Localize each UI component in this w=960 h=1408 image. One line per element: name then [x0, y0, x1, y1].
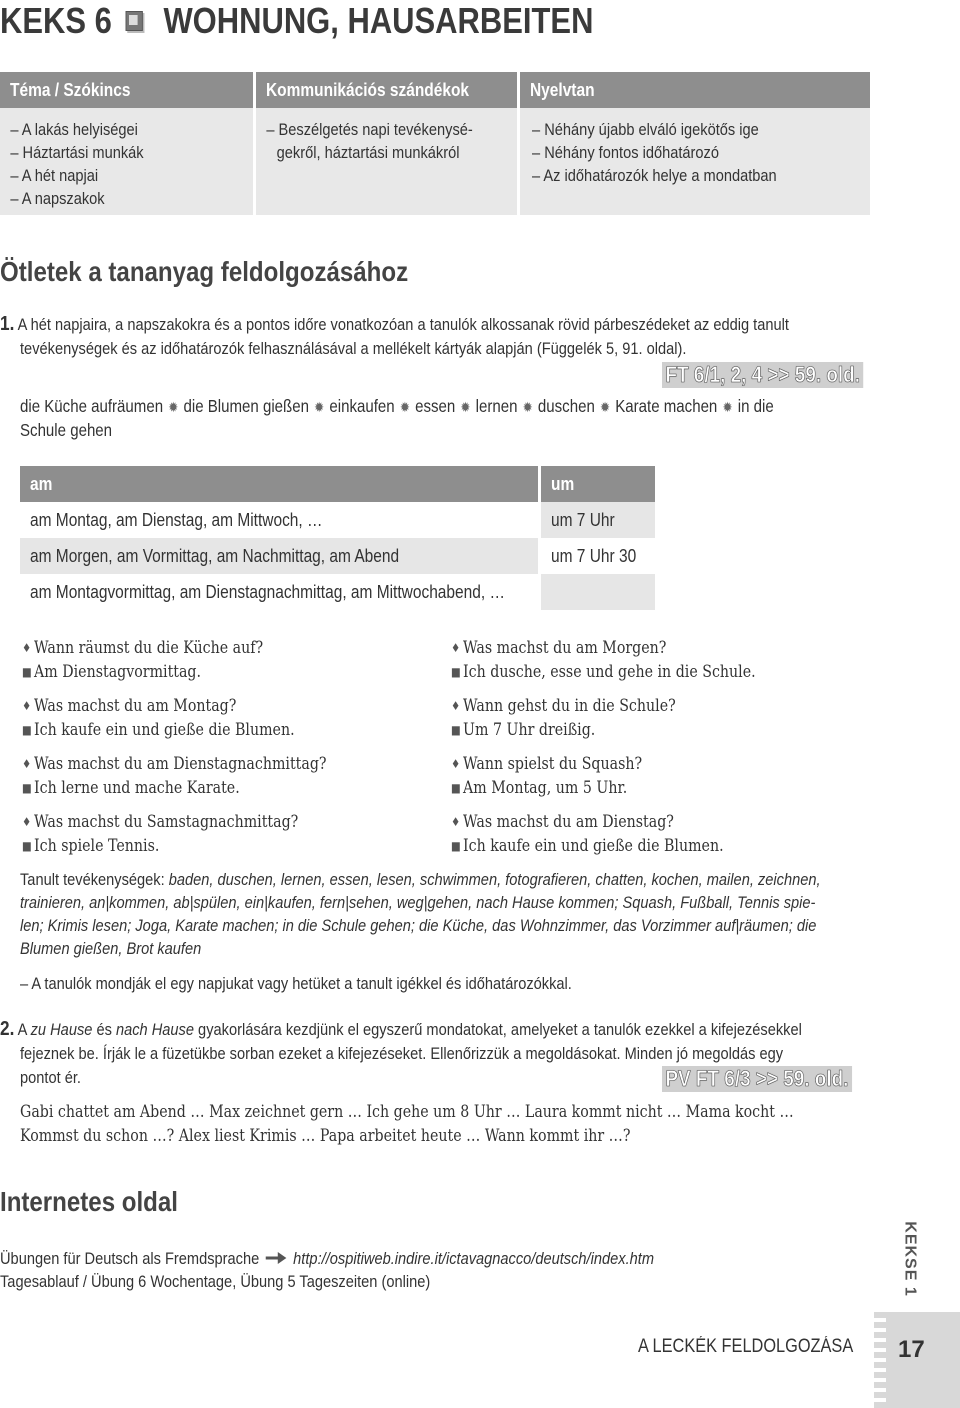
um-row-1: um 7 Uhr — [541, 502, 655, 538]
header-communication: Kommunikációs szándékok — [256, 72, 517, 108]
square-icon — [126, 11, 143, 31]
am-row-2: am Morgen, am Vormittag, am Nachmittag, am Abend — [20, 538, 538, 574]
dialog-left-2: ♦ Was machst du am Montag? ■ Ich kaufe ein und gieße die Blumen. — [22, 696, 295, 739]
sun-icon: ✹ — [399, 399, 410, 415]
internet-line2: Tagesablauf / Übung 6 Wochentage, Übung 5 Tageszeiten (online) — [0, 1272, 431, 1291]
activities-line: die Küche aufräumen ✹ die Blumen gießen ✹ einkaufen ✹ essen ✹ lernen ✹ duschen ✹ Karate machen ✹ in die — [20, 395, 774, 419]
topic-cell: – A lakás helyiségei – Háztartási munkák – A hét napjai – A napszakok — [0, 108, 253, 215]
page-number-tab — [880, 1312, 960, 1408]
learned-note: – A tanulók mondják el egy napjukat vagy hetüket a tanult igékkel és időhatározókkal. — [20, 974, 572, 993]
header-topic: Téma / Szókincs — [0, 72, 253, 108]
item2-line2: fejeznek be. Írják le a füzetükbe sorban ezeket a kifejezéseket. Ellenőrizzük a megoldásokat. Minden jó megoldás egy — [20, 1044, 784, 1063]
item1-line1: 1. A hét napjaira, a napszakokra és a pontos időre vonatkozóan a tanulók alkossanak rövid párbeszédeket az eddig tanult — [0, 313, 789, 335]
sun-icon: ✹ — [460, 399, 471, 415]
learned-line1: Tanult tevékenységek: baden, duschen, lernen, essen, lesen, schwimmen, fotografieren, chatten, kochen, mailen, zeichnen, — [20, 870, 821, 889]
learned-line2: trainieren, an|kommen, ab|spülen, ein|kaufen, fern|sehen, weg|gehen, nach Hause kommen; Squash, Fußball, Tennis spie- — [20, 893, 816, 912]
um-row-3 — [541, 574, 655, 610]
item2-line1: 2. A zu Hause és nach Hause gyakorlására kezdjünk el egyszerű mondatokat, amelyeket a tanulók ezekkel a kifejezésekkel — [0, 1018, 802, 1040]
learned-line3: len; Krimis lesen; Joga, Karate machen; in die Schule gehen; die Küche, das Wohnzimmer, das Vorzimmer auf|räumen; die — [20, 916, 817, 935]
internet-line1: Übungen für Deutsch als Fremdsprache http://ospitiweb.indire.it/ictavagnacco/deutsch/index.htm — [0, 1249, 655, 1268]
um-row-2: um 7 Uhr 30 — [551, 546, 637, 566]
side-label: KEKSE 1 — [901, 1221, 919, 1297]
header-grammar: Nyelvtan — [520, 72, 870, 108]
grammar-cell: – Néhány újabb elváló igekötős ige – Néhány fontos időhatározó – Az időhatározók helye a mondatban — [520, 108, 870, 215]
item1-line2: tevékenységek és az időhatározók felhasználásával a mellékelt kártyák alapján (Függelék 5, 91. oldal). — [20, 339, 687, 358]
am-row-1: am Montag, am Dienstag, am Mittwoch, … — [30, 510, 323, 530]
communication-cell: – Beszélgetés napi tevékenysé- gekről, háztartási munkákról — [256, 108, 517, 215]
arrow-icon — [265, 1251, 287, 1265]
internet-title: Internetes oldal — [0, 1186, 178, 1217]
overview-table — [0, 72, 870, 215]
sun-icon: ✹ — [599, 399, 611, 415]
reference-badge: FT 6/1, 2, 4 >> 59. old. — [662, 362, 863, 388]
dialog-left-3: ♦ Was machst du am Dienstagnachmittag? ■ Ich lerne und mache Karate. — [22, 754, 327, 797]
am-header: am — [20, 466, 538, 502]
internet-link[interactable]: http://ospitiweb.indire.it/ictavagnacco/deutsch/index.htm — [293, 1249, 655, 1268]
item2-line3: pontot ér. — [20, 1068, 81, 1087]
section-title: Ötletek a tananyag feldolgozásához — [0, 256, 409, 287]
learned-line4: Blumen gießen, Brot kaufen — [20, 939, 202, 958]
um-header: um — [541, 466, 655, 502]
sun-icon: ✹ — [722, 399, 733, 415]
page-title — [0, 0, 593, 40]
sun-icon: ✹ — [314, 399, 325, 415]
title-main: WOHNUNG, HAUSARBEITEN — [163, 0, 594, 41]
sun-icon: ✹ — [168, 399, 179, 415]
dialog-right-1: ♦ Was machst du am Morgen? ■ Ich dusche, esse und gehe in die Schule. — [451, 638, 756, 681]
dialog-right-2: ♦ Wann gehst du in die Schule? ■ Um 7 Uhr dreißig. — [451, 696, 676, 739]
dialog-right-3: ♦ Wann spielst du Squash? ■ Am Montag, um 5 Uhr. — [451, 754, 643, 797]
sun-icon: ✹ — [522, 399, 533, 415]
footer-section: A LECKÉK FELDOLGOZÁSA — [638, 1336, 854, 1357]
example-line1: Gabi chattet am Abend … Max zeichnet gern … Ich gehe um 8 Uhr … Laura kommt nicht … Mama kocht … — [20, 1102, 794, 1121]
title-prefix: KEKS 6 — [0, 0, 112, 41]
example-line2: Kommst du schon …? Alex liest Krimis … Papa arbeitet heute … Wann kommt ihr …? — [20, 1126, 631, 1145]
reference-badge-2: PV FT 6/3 >> 59. old. — [662, 1066, 852, 1092]
dialog-right-4: ♦ Was machst du am Dienstag? ■ Ich kaufe ein und gieße die Blumen. — [451, 812, 724, 855]
dialog-left-4: ♦ Was machst du Samstagnachmittag? ■ Ich spiele Tennis. — [22, 812, 299, 855]
page-number: 17 — [898, 1336, 925, 1363]
dialog-left-1: ♦ Wann räumst du die Küche auf? ■ Am Dienstagvormittag. — [22, 638, 264, 681]
activities-line2: Schule gehen — [20, 420, 113, 440]
am-row-3: am Montagvormittag, am Dienstagnachmittag, am Mittwochabend, … — [30, 582, 505, 602]
